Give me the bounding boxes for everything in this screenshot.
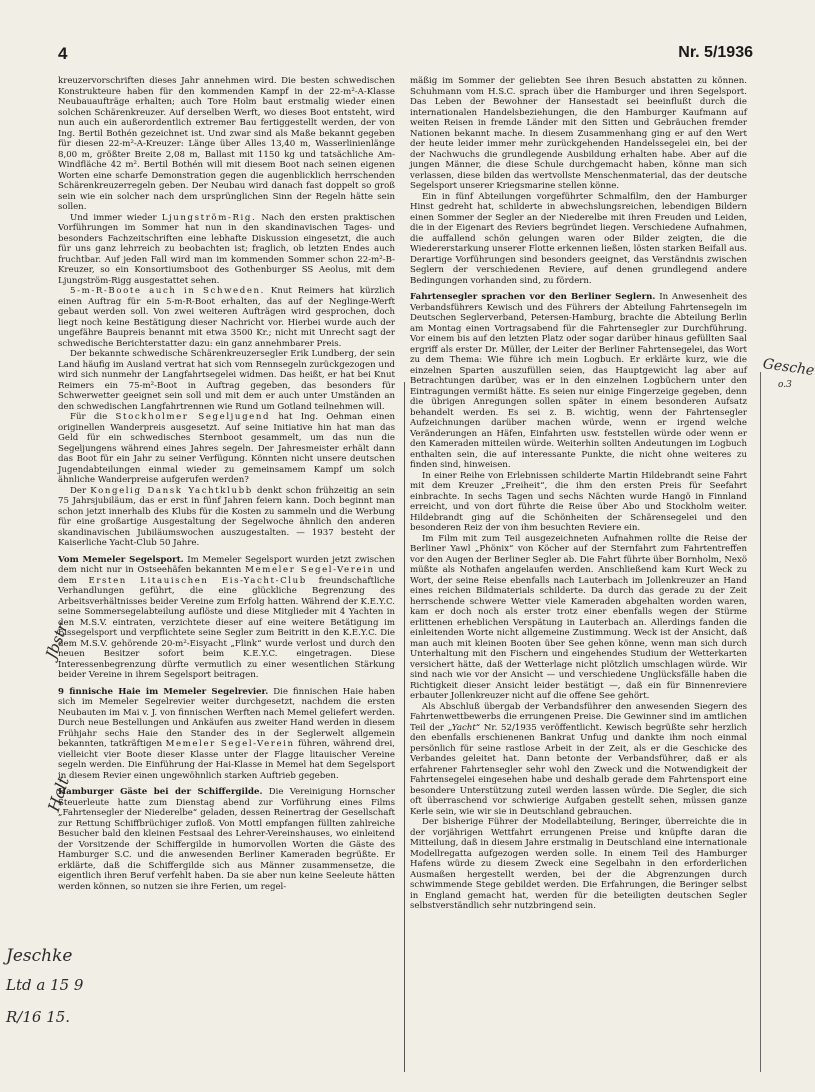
handwritten-note: Ltd a 15 9 [6,976,84,994]
handwritten-note: Halt [44,774,73,814]
section-hamburger-gaeste: Hamburger Gäste bei der Schiffergilde. Die Vereinigung Hornscher Steuerleute hatte zum Dienstag abend zur Vorführung eines Films „Fahrtensegler der Niederelbe“ geladen, dessen Reinertrag der Gesellschaft zur Rettung Schiffbrüchiger zufloß. Von Mottl empfangen füllten zahlreiche Besucher bald den kleinen Festsaal des Lehrer-Vereinshauses, wo einleitend der Vorsitzende der Schiffergilde in humorvollen Worten die Gäste des Hamburger S.C. und die anwesenden Berliner Kameraden begrüßte. Er erklärte, daß die Schiffergilde sich aus Männer zusammensetze, die eigentlich ihren Beruf verfehlt haben. Da sie aber nun keine Seeleute hätten werden können, so nutzen sie ihre Ferien, um regel- [58,787,395,892]
handwritten-note: o.3 [778,380,792,390]
handwritten-note: Jbstr [42,620,72,662]
paragraph: In einer Reihe von Erlebnissen schilderte Martin Hildebrandt seine Fahrt mit dem Kreuzer „Freiheit“, die ihm den ersten Preis für Seefahrt einbrachte. In sechs Tagen und sechs Nächten wurde Hangö in Finnland erreicht, und von dort führte die Reise über Abo und Stockholm weiter. Hildebrandt ging auf die Schönheiten der Schärensegelei und den besonderen Reiz der von ihm besuchten Reviere ein. [410,470,747,533]
paragraph: Für die Stockholmer Segeljugend hat Ing. Oehman einen originellen Wanderpreis ausgesetzt. Auf seine Initiative hin hat man das Geld für ein schwedisches Sternboot gesammelt, um das nun die Segeljungens während eines Jahres segeln. Der Jahresmeister erhält dann das Boot für ein Jahr zu seiner Verfügung. Könnten nicht unsere deutschen Jugendabteilungen einmal wieder zu gemeinsamem Kampf um solch ähnliche Wanderpreise aufgerufen werden? [58,412,395,485]
paragraph: mäßig im Sommer der geliebten See ihren Besuch abstatten zu können. Schuhmann vom H.S.C. sprach über die Hamburger und ihren Segelsport. Das Leben der Bewohner der Hansestadt sei beeinflußt durch die internationalen Handelsbeziehungen, die den Hamburger Kaufmann auf weiten Reisen in fremde Länder mit den Sitten und Gebräuchen fremder Nationen bekannt mache. In diesem Zusammenhang ging er auf den Wert der heute leider immer mehr zurückgehenden Handelssegelei ein, bei der der Nachwuchs die grundlegende Ausbildung erhalten habe. Aber auf die jungen Männer, die diese Schule durchgemacht haben, könne man sich verlassen, diese bilden das wertvollste Menschenmaterial, das der deutsche Segelsport unserer Kriegsmarine stellen könne. [410,76,747,191]
handwritten-note: R/16 15. [6,1008,71,1026]
paragraph: kreuzervorschriften dieses Jahr annehmen wird. Die besten schwedischen Konstrukteure haben für den kommenden Kampf in der 22-m²-A-Klasse Neubauaufträge erhalten; auch Tore Holm baut erstmalig wieder einen solchen Schärenkreuzer. Auf derselben Werft, wo dieses Boot entsteht, wird nun auch ein außerordentlich extremer Bau fertiggestellt werden, der von Ing. Bertil Bothén gezeichnet ist. Und zwar sind als Maße bekannt gegeben für diesen 22-m²-A-Kreuzer: Länge über Alles 13,40 m, Wasserlinienlänge 8,00 m, größter Breite 2,08 m, Ballast mit 1150 kg und tatsächliche Am-Windfläche 42 m². Bertil Bothén will mit diesem Boot nach seinen eigenen Worten eine scharfe Demonstration gegen die augenblicklich herrschenden Schärenkreuzerregeln geben. Der Neubau wird danach fast doppelt so groß sein wie ein solcher nach dem ursprünglichen Sinn der Regeln hätte sein sollen. [58,76,395,212]
left-column [58,76,395,892]
handwritten-note: Gesche [761,356,815,380]
section-heading: 9 finnische Haie im Memeler Segelrevier. [58,686,269,697]
paragraph: 5-m-R-Boote auch in Schweden. Knut Reimers hat kürzlich einen Auftrag für ein 5-m-R-Boot erhalten, das auf der Neglinge-Werft gebaut werden soll. Von zwei weiteren Aufträgen wird gesprochen, doch liegt noch keine Bestätigung dieser Nachricht vor. Hierbei wurde auch der ungefähre Baupreis benannt mit etwa 3500 Kr.; nicht mit Unrecht sagt der schwedische Berichterstatter dazu: ein ganz annehmbarer Preis. [58,286,395,349]
margin-bracket-mark [404,382,411,1072]
issue-number: Nr. 5/1936 [678,44,753,61]
section-heading: Fahrtensegler sprachen vor den Berliner Seglern. [410,292,656,302]
right-column [410,76,747,912]
paragraph: Und immer wieder Ljungström-Rig. Nach den ersten praktischen Vorführungen im Sommer hat nun in den skandinavischen Tages- und besonders Fachzeitschriften eine lebhafte Diskussion eingesetzt, die auch für uns ganz lehrreich zu beobachten ist; fraglich, ob letzten Endes auch fruchtbar. Auf jeden Fall wird man im kommenden Sommer schon 22-m²-B-Kreuzer, so ein Konsortiumsboot des Gothenburger SS Aeolus, mit dem Ljungström-Rigg ausgestattet sehen. [58,212,395,286]
section-fahrtensegler: Fahrtensegler sprachen vor den Berliner Seglern. In Anwesenheit des Verbandsführers Kewisch und des Führers der Abteilung Fahrtensegeln im Deutschen Seglerverband, Petersen-Hamburg, brachte die Abteilung Berlin am Montag einen Vortragsabend für die Fahrtensegler zur Durchführung. Vor einem bis auf den letzten Platz oder sogar darüber hinaus gefüllten Saal ergriff als erster Dr. Müller, der Leiter der Berliner Fahrtensegelei, das Wort zu dem Thema: Wie führe ich mein Logbuch. Er erklärte kurz, wie die einzelnen Sparten auszufüllen seien, das Hauptgewicht lag aber auf Betrachtungen darüber, was er in den einzelnen Logbüchern unter den Eintragungen vermißt hätte. Es seien nur einige Fingerzeige gegeben, denn die übrigen Anregungen sollen später in einem besonderen Aufsatz behandelt werden. Es sei z. B. wichtig, wenn der Fahrtensegler Aufzeichnungen darüber machen würde, wenn er irgend welche Veränderungen an Häfen, Einfahrten usw. feststellen würde oder wenn er den Kameraden mitteilen würde. Weiterhin sollten Andeutungen im Logbuch enthalten sein, die auf interessante Punkte, die nicht ohne weiteres zu finden sind, hinweisen. [410,292,747,470]
paragraph: Der bekannte schwedische Schärenkreuzersegler Erik Lundberg, der sein Land häufig im Ausland vertrat hat sich vom Rennsegeln zurückgezogen und wird sich nunmehr der Langfahrtsegelei widmen. Das heißt, er hat bei Knut Reimers ein 75-m²-Boot in Auftrag gegeben, das besonders für Schwerwetter geeignet sein soll und mit dem er auch unter Umständen an den schwedischen Langfahrtrennen wie Rund um Gotland teilnehmen will. [58,349,395,412]
paragraph: Der Kongelig Dansk Yachtklubb denkt schon frühzeitig an sein 75 Jahrsjubiläum, das er erst in fünf Jahren feiern kann. Doch beginnt man schon jetzt innerhalb des Klubs für die Kosten zu sammeln und die Werbung für eine großartige Ausgestaltung der Segelwoche ähnlich den anderen skandinavischen Jubiläumswochen auszugestalten. — 1937 besteht der Kaiserliche Yacht-Club 50 Jahre. [58,485,395,548]
handwritten-note: Jeschke [6,946,73,966]
paragraph: Im Film mit zum Teil ausgezeichneten Aufnahmen rollte die Reise der Berliner Yawl „Phönix“ von Köcher auf der Sternfahrt zum Fahrtentreffen vor den Augen der Berliner Segler ab. Die Fahrt führte über Bornholm, Nexö müßte als Nothafen angelaufen werden. Anschließend kam Kurt Weck zu Wort, der seine Reise ebenfalls nach Lauterbach im Jollenkreuzer an Hand eines reichen Bildmaterials schilderte. Da durch das gerade zu der Zeit herrschende schwere Wetter viele Kameraden abgehalten worden waren, kam er doch noch als erster trotz einer ebenfalls wegen der Stürme erlittenen erheblichen Verspätung in Lauterbach an. Allerdings fanden die einleitenden Worte nicht allgemeine Zustimmung. Weck ist der Ansicht, daß man auch mit kleinen Booten über See gehen könne, wenn man sich durch Unterhaltung mit den Fischern und eingehendes Studium der Wetterkarten versichert hätte, daß der Wetterlage nicht plötzlich umschlagen würde. Wir sind nach wie vor der Ansicht — und verschiedene Unglücksfälle haben die Richtigkeit dieser Ansicht leider bestätigt —, daß ein für Binnenreviere erbauter Jollenkreuzer nicht auf die offene See gehört. [410,533,747,701]
section-heading: Vom Memeler Segelsport. [58,554,184,565]
paragraph: Der bisherige Führer der Modellabteilung, Beringer, überreichte die in der vorjährigen Wettfahrt errungenen Preise und knüpfte daran die Mitteilung, daß in diesem Jahre erstmalig in Deutschland eine internationale Modellregatta aufgezogen werden solle. In einem Teil des Hamburger Hafens würde zu diesem Zweck eine Segelbahn in den erforderlichen Ausmaßen hergestellt werden, bei der die Abgrenzungen durch schwimmende Stege gebildet werden. Die Erfahrungen, die Beringer selbst in England gemacht hat, werden für die beteiligten deutschen Segler selbstverständlich sehr nutzbringend sein. [410,817,747,911]
paragraph: Ein in fünf Abteilungen vorgeführter Schmalfilm, den der Hamburger Hinst gedreht hat, schilderte in abwechslungsreichen, lebendigen Bildern einen Sommer der Segler an der Niederelbe mit ihren Freuden und Leiden, die in der Eigenart des Reviers begründet liegen. Verschiedene Aufnahmen, die auffallend schön gelungen waren oder Bilder zeigten, die die Wiedererstarkung unserer Flotte erkennen ließen, lösten starken Beifall aus. Derartige Vorführungen sind besonders geeignet, das Verständnis zwischen Seglern der verschiedenen Reviere, auf denen grundlegend andere Bedingungen vorhanden sind, zu fördern. [410,191,747,286]
section-finnische-haie: 9 finnische Haie im Memeler Segelrevier. Die finnischen Haie haben sich im Memeler Segelrevier weiter durchgesetzt, nachdem die ersten Neubauten im Mai v. J. von finnischen Werften nach Memel geliefert werden. Durch neue Bestellungen und Ankäufen aus zweiter Hand werden in diesem Frühjahr sechs Haie den Stander des in der Seglerwelt allgemein bekannten, tatkräftigen Memeler Segel-Verein führen, während drei, vielleicht vier Boote dieser Klasse unter der Flagge litauischer Vereine segeln werden. Die Einführung der Hai-Klasse in Memel hat dem Segelsport in diesem Revier einen ungewöhnlich starken Auftrieb gegeben. [58,686,395,781]
paragraph: Als Abschluß übergab der Verbandsführer den anwesenden Siegern des Fahrtenwettbewerbs die errungenen Preise. Die Gewinner sind im amtlichen Teil der „Yacht“ Nr. 52/1935 veröffentlicht. Kewisch begrüßte sehr herzlich den ebenfalls erschienenen Bankrat Unfug und dankte ihm noch einmal persönlich für seine rastlose Arbeit in der Zeit, als er die Geschicke des Verbandes geleitet hat. Dann betonte der Verbandsführer, daß er als erfahrener Fahrtensegler sehr wohl den Zweck und die Notwendigkeit der Fahrtensegelei eingesehen habe und deshalb gerade dem Fahrtensport eine besondere Unterstützung zuteil werden lassen würde. Die Segler, die sich oft überraschend vor schwierige Aufgaben gestellt sehen, müssen ganze Kerle sein, wie wir sie in Deutschland gebrauchen. [410,701,747,817]
margin-rule-mark [760,372,762,1072]
section-heading: Hamburger Gäste bei der Schiffergilde. [58,787,263,797]
section-memeler-segelsport: Vom Memeler Segelsport. Im Memeler Segelsport wurden jetzt zwischen dem nicht nur in Ostseehäfen bekannten Memeler Segel-Verein und dem Ersten Litauischen Eis-Yacht-Club freundschaftliche Verhandlungen geführt, die eine glückliche Begrenzung des Arbeitsverhältnisses beider Vereine zum Erfolg hatten. Während der K.E.Y.C. seine Sommersegelabteilung auflöste und diese Mitglieder mit 4 Yachten in den M.S.V. eintraten, verzichtete dieser auf eine weitere Betätigung im Eissegelsport und verpflichtete seine Segler zum Beitritt in den K.E.Y.C. Die dem M.S.V. gehörende 20-m²-Eisyacht „Flink“ wurde verlost und durch den neuen Besitzer sofort beim K.E.Y.C. eingetragen. Diese Interessenbegrenzung dürfte vermutlich zu einer wesentlichen Stärkung beider Vereine in ihrem Segelsport beitragen. [58,554,395,680]
page-number: 4 [58,44,68,63]
